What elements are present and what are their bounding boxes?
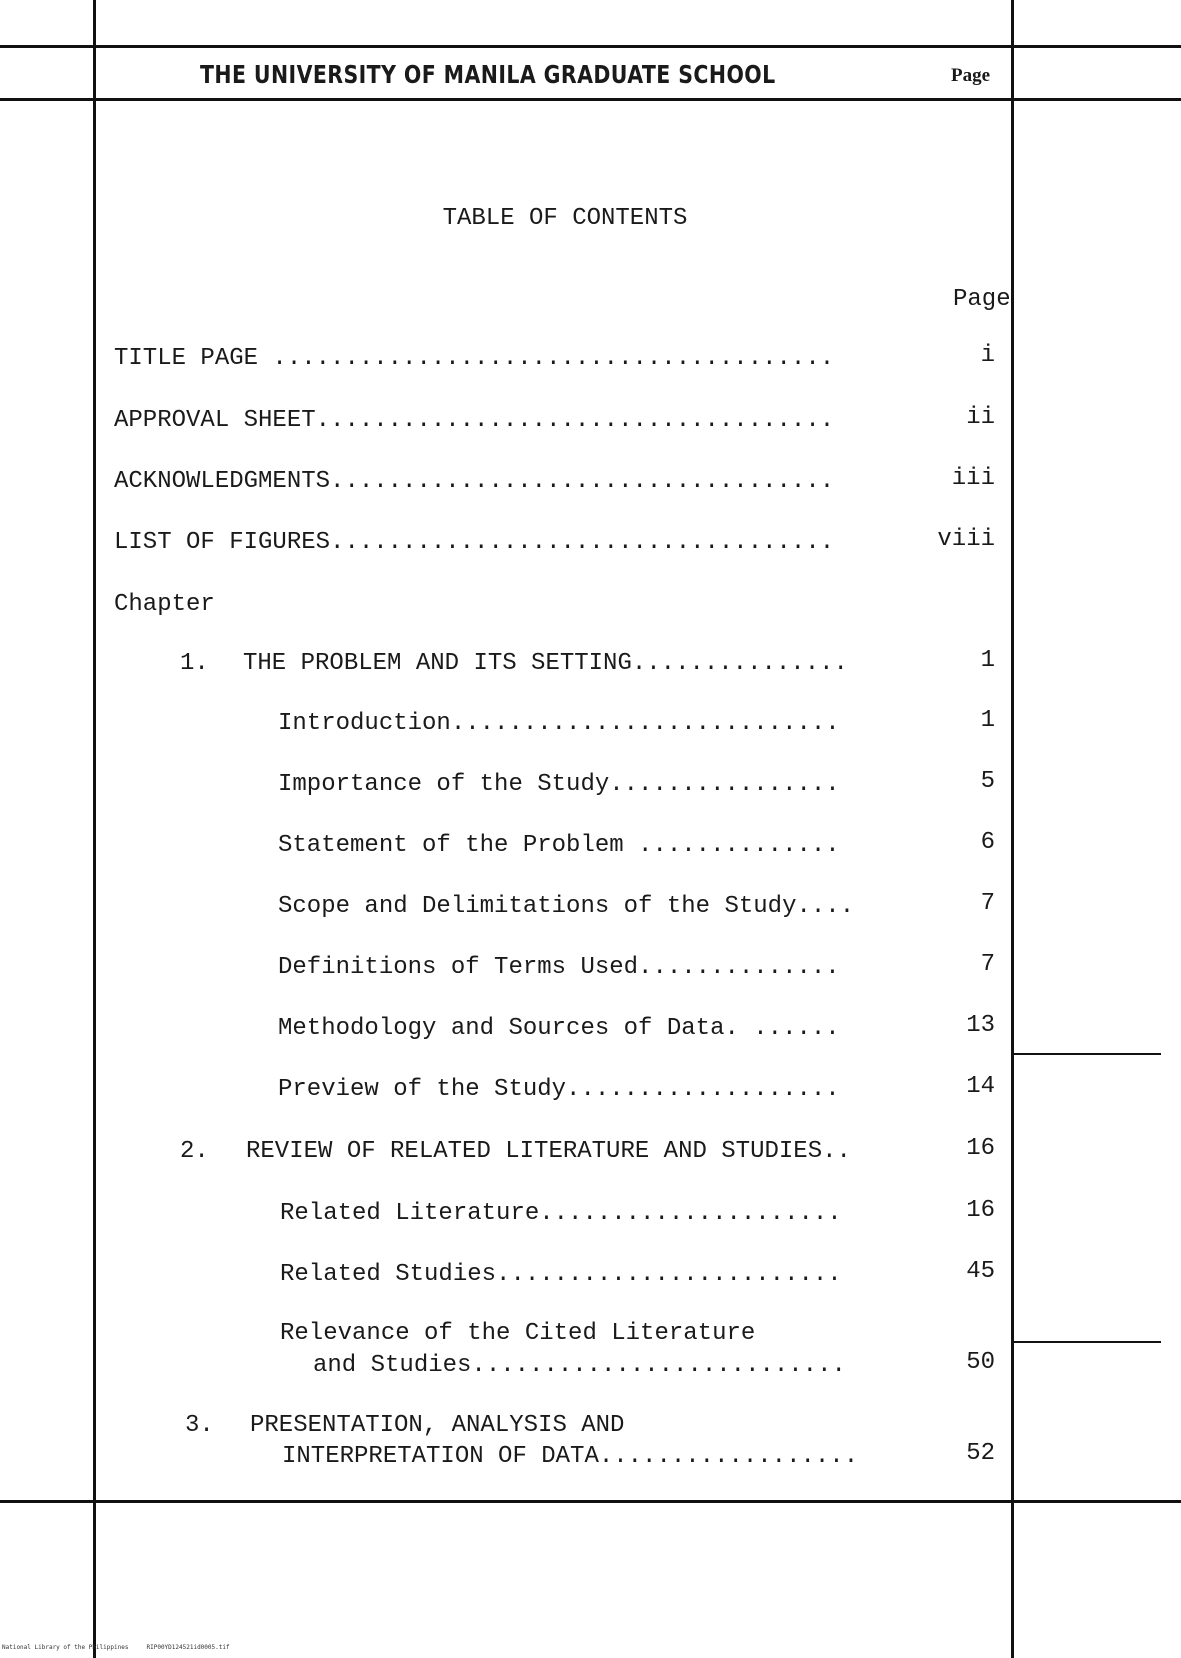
section-related-studies-page: 45 [966,1258,995,1285]
toc-entry-title-page: TITLE PAGE ....................................... [114,345,835,372]
chapter-2-title: REVIEW OF RELATED LITERATURE AND STUDIES.. [246,1138,851,1165]
section-relevance-page: 50 [966,1349,995,1376]
section-definitions: Definitions of Terms Used.............. [278,954,840,981]
section-related-studies: Related Studies........................ [280,1261,842,1288]
toc-page-approval-sheet: ii [966,404,995,431]
section-statement: Statement of the Problem .............. [278,832,840,859]
header-bottom-rule [0,98,1181,101]
section-scope: Scope and Delimitations of the Study.... [278,893,855,920]
section-related-literature-page: 16 [966,1197,995,1224]
bottom-rule [0,1500,1181,1503]
toc-page-acknowledgments: iii [951,465,995,492]
section-introduction-page: 1 [980,707,995,734]
chapter-label: Chapter [114,591,215,618]
chapter-1-title: THE PROBLEM AND ITS SETTING............... [243,650,848,677]
chapter-2-number: 2. [180,1138,209,1165]
section-methodology-page: 13 [966,1012,995,1039]
page-column-label: Page [953,286,1011,313]
margin-rule-1 [1011,1053,1161,1055]
scan-imprint: National Library of the Philippines RIP00YD124521id0005.tif [2,1644,230,1651]
section-related-literature: Related Literature..................... [280,1200,842,1227]
section-introduction: Introduction........................... [278,710,840,737]
section-preview: Preview of the Study................... [278,1076,840,1103]
toc-page-title-page: i [980,342,995,369]
header-top-rule [0,45,1181,48]
section-importance: Importance of the Study................ [278,771,840,798]
toc-title: TABLE OF CONTENTS [442,205,688,232]
institution-header: THE UNIVERSITY OF MANILA GRADUATE SCHOOL [200,60,776,89]
section-scope-page: 7 [980,890,995,917]
section-statement-page: 6 [980,829,995,856]
section-preview-page: 14 [966,1073,995,1100]
chapter-2-page: 16 [966,1135,995,1162]
section-methodology: Methodology and Sources of Data. ...... [278,1015,840,1042]
left-vertical-rule [93,0,96,1658]
section-importance-page: 5 [980,768,995,795]
section-relevance-line1: Relevance of the Cited Literature [280,1320,756,1347]
chapter-3-title-line1: PRESENTATION, ANALYSIS AND [250,1412,625,1439]
chapter-1-page: 1 [980,647,995,674]
toc-entry-list-of-figures: LIST OF FIGURES................................... [114,529,835,556]
right-vertical-rule [1011,0,1014,1658]
chapter-1-number: 1. [180,650,209,677]
chapter-3-title-line2: INTERPRETATION OF DATA.................. [282,1443,859,1470]
header-page-label: Page [951,65,991,86]
section-relevance-line2: and Studies.......................... [313,1352,846,1379]
chapter-3-page: 52 [966,1440,995,1467]
toc-entry-approval-sheet: APPROVAL SHEET.................................... [114,407,835,434]
toc-page-list-of-figures: viii [937,526,995,553]
chapter-3-number: 3. [185,1412,214,1439]
section-definitions-page: 7 [980,951,995,978]
toc-entry-acknowledgments: ACKNOWLEDGMENTS................................... [114,468,835,495]
margin-rule-2 [1011,1341,1161,1343]
